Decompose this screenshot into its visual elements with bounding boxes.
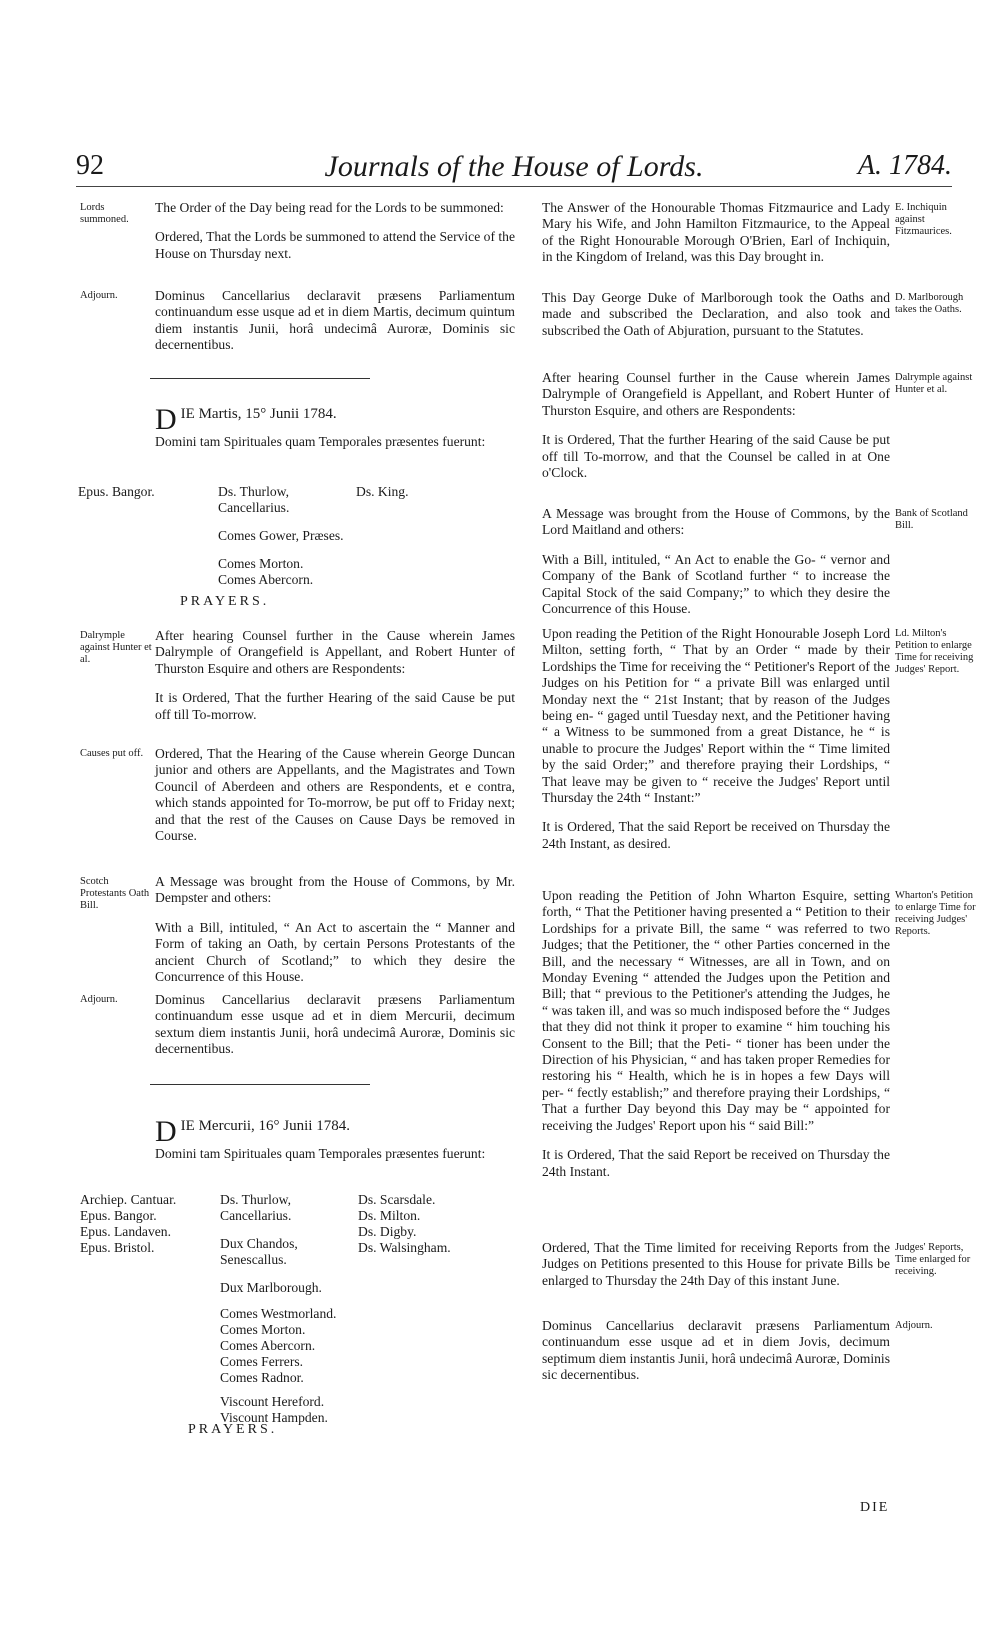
paragraph: A Message was brought from the House of Commons, by the Lord Maitland and others: bbox=[542, 506, 890, 538]
bishop-name: Archiep. Cantuar. bbox=[80, 1192, 177, 1207]
paragraph: After hearing Counsel further in the Cause wherein James Dalrymple of Orangefield is Appellant, and Robert Hunter of Thurston Esquire, and others are Respondents: bbox=[542, 370, 890, 418]
lord-name: Comes Abercorn. bbox=[218, 572, 314, 587]
paragraph: It is Ordered, That the said Report be received on Thursday the 24th Instant, as desired. bbox=[542, 819, 890, 851]
prayers-heading: PRAYERS. bbox=[180, 594, 270, 609]
bishops-list bbox=[80, 1192, 176, 1256]
right-block-8 bbox=[542, 1318, 890, 1397]
margin-note: Ld. Milton's Petition to enlarge Time for receiving Judges' Report. bbox=[895, 628, 974, 675]
lord-name: Comes Gower, Præses. bbox=[218, 528, 344, 543]
margin-note: Dalrymple against Hunter et al. bbox=[80, 630, 152, 665]
left-block-2 bbox=[155, 288, 515, 367]
left-block-6 bbox=[155, 992, 515, 1071]
lord-name: Ds. Digby. bbox=[358, 1224, 417, 1239]
left-block-1 bbox=[155, 200, 515, 275]
drop-cap: D bbox=[155, 1115, 177, 1148]
paragraph: Ordered, That the Lords be summoned to attend the Service of the House on Thursday next. bbox=[155, 229, 515, 261]
day-title: IE Martis, 15° Junii 1784. bbox=[180, 406, 337, 422]
page-number: 92 bbox=[76, 150, 104, 181]
margin-note: Bank of Scotland Bill. bbox=[895, 508, 968, 531]
margin-note: Adjourn. bbox=[895, 1320, 933, 1331]
lord-name: Viscount Hampden. bbox=[220, 1410, 328, 1425]
left-block-4 bbox=[155, 746, 515, 857]
section-rule bbox=[150, 1084, 370, 1085]
left-block-5 bbox=[155, 874, 515, 998]
drop-cap: D bbox=[155, 403, 177, 436]
paragraph: This Day George Duke of Marlborough took the Oaths and made and subscribed the Declaration, and also took and subscribed the Oath of Abjuration, pursuant to the Statutes. bbox=[542, 290, 890, 338]
paragraph: Dominus Cancellarius declaravit præsens Parliamentum continuandum esse usque ad et in diem Mercurii, decimum sextum diem instantis Junii, horâ undecimâ Auroræ, Dominis sic decernentibus. bbox=[155, 992, 515, 1057]
page-year: A. 1784. bbox=[857, 150, 952, 181]
lord-name: Ds. Thurlow, Cancellarius. bbox=[220, 1192, 292, 1223]
lord-name: Ds. Milton. bbox=[358, 1208, 421, 1223]
attendance-line: Domini tam Spirituales quam Temporales præsentes fuerunt: bbox=[155, 1146, 486, 1161]
lords-list-3 bbox=[358, 1192, 451, 1256]
day-heading-1 bbox=[155, 400, 515, 450]
paragraph: It is Ordered, That the further Hearing of the said Cause be put off till To-morrow, and that the Counsel be called in at One o'Clock. bbox=[542, 432, 890, 481]
lord-name: Comes Morton. bbox=[220, 1322, 306, 1337]
paragraph: With a Bill, intituled, “ An Act to enable the Go- “ vernor and Company of the Bank of Scotland further “ to increase the Capital Stock of the said Company;” to which they desire the Concurrence of this House. bbox=[542, 551, 890, 617]
attendance-line: Domini tam Spirituales quam Temporales præsentes fuerunt: bbox=[155, 434, 486, 449]
bishop-name: Epus. Bangor. bbox=[80, 1208, 157, 1223]
prayers-heading: PRAYERS. bbox=[188, 1422, 278, 1437]
lord-name: Comes Morton. bbox=[218, 556, 304, 571]
running-header bbox=[76, 150, 952, 190]
section-rule bbox=[150, 378, 370, 379]
day-heading-2 bbox=[155, 1112, 515, 1162]
paragraph: Upon reading the Petition of John Wharton Esquire, setting forth, “ That the Petitioner having presented a “ Petition to their Lordships for a private Bill, the same “ was referred to two Judges; that the Petitioner, the “ other Parties concerned in the Bill, and the necessary “ Witnesses, are all in Town, and on Monday Evening “ attended the Judges upon the Petition and Bill; that “ previous to the Petitioner's attending the Judges, he “ was taken ill, and was so much indisposed before the “ Judges that they did not think it proper to examine “ him touching his Consent to the Bill; that the Peti- “ tioner has been under the Direction of his Physician, “ and has taken proper Remedies for restoring his “ Health, which he is in hopes a few Days will per- “ fectly establish;” and therefore praying their Lordships, “ That a further Day beyond this Day may be “ appointed for receiving the Judges' Report upon his “ said Bill:” bbox=[542, 888, 890, 1133]
header-rule bbox=[76, 186, 952, 187]
page-title: Journals of the House of Lords. bbox=[324, 150, 704, 183]
paragraph: It is Ordered, That the further Hearing of the said Cause be put off till To-morrow. bbox=[155, 690, 515, 722]
right-block-5 bbox=[542, 626, 890, 865]
right-block-1 bbox=[542, 200, 890, 279]
lords-list-2 bbox=[220, 1192, 360, 1426]
bishop-name: Epus. Bangor. bbox=[78, 484, 155, 499]
margin-note: D. Marlborough takes the Oaths. bbox=[895, 292, 964, 315]
lord-name: Comes Radnor. bbox=[220, 1370, 304, 1385]
lord-name: Dux Chandos, Senescallus. bbox=[220, 1236, 298, 1267]
margin-note: Wharton's Petition to enlarge Time for receiving Judges' Reports. bbox=[895, 890, 976, 937]
left-block-3 bbox=[155, 628, 515, 736]
right-block-7 bbox=[542, 1240, 890, 1302]
lord-name: Ds. Thurlow, Cancellarius. bbox=[218, 484, 290, 515]
lord-name: Dux Marlborough. bbox=[220, 1280, 322, 1295]
paragraph: Dominus Cancellarius declaravit præsens Parliamentum continuandum esse usque ad et in diem Jovis, decimum septimum diem instantis Junii, horâ undecimâ Auroræ, Dominis sic decernentibus. bbox=[542, 1318, 890, 1383]
margin-note: Lords summoned. bbox=[80, 202, 129, 225]
paragraph: The Order of the Day being read for the Lords to be summoned: bbox=[155, 200, 504, 215]
paragraph: With a Bill, intituled, “ An Act to ascertain the “ Manner and Form of taking an Oath, by certain Persons Protestants of the ancient Church of Scotland;” to which they desire the Concurrence of this House. bbox=[155, 919, 515, 985]
margin-note: Dalrymple against Hunter et al. bbox=[895, 372, 973, 395]
paragraph: It is Ordered, That the said Report be received on Thursday the 24th Instant. bbox=[542, 1147, 890, 1179]
lord-name: Ds. Walsingham. bbox=[358, 1240, 451, 1255]
paragraph: After hearing Counsel further in the Cause wherein James Dalrymple of Orangefield is Appellant, and Robert Hunter of Thurston Esquire and others are Respondents: bbox=[155, 628, 515, 676]
margin-note: Adjourn. bbox=[80, 994, 118, 1005]
paragraph: A Message was brought from the House of Commons, by Mr. Dempster and others: bbox=[155, 874, 515, 906]
margin-note: Adjourn. bbox=[80, 290, 118, 301]
paragraph: The Answer of the Honourable Thomas Fitzmaurice and Lady Mary his Wife, and John Hamilton Fitzmaurice, to the Appeal of the Right Honourable Morough O'Brien, Earl of Inchiquin, in the Kingdom of Ireland, was this Day brought in. bbox=[542, 200, 890, 265]
lord-name: Comes Ferrers. bbox=[220, 1354, 304, 1369]
paragraph: Dominus Cancellarius declaravit præsens Parliamentum continuandum esse usque ad et in diem Martis, decimum quintum diem instantis Junii, horâ undecimâ Auroræ, Dominis sic decernentibus. bbox=[155, 288, 515, 353]
right-block-6 bbox=[542, 888, 890, 1193]
catchword: DIE bbox=[860, 1500, 890, 1515]
lord-name: Ds. King. bbox=[356, 484, 409, 499]
day-title: IE Mercurii, 16° Junii 1784. bbox=[180, 1118, 350, 1134]
lord-name: Comes Abercorn. bbox=[220, 1338, 316, 1353]
right-block-4 bbox=[542, 506, 890, 630]
paragraph: Upon reading the Petition of the Right Honourable Joseph Lord Milton, setting forth, “ That by an Order “ made by their Lordships the Time for receiving the “ Petitioner's Report of the Judges on his Petition for “ a private Bill was enlarged until Monday next the “ 21st Instant; that by reason of the Judges being en- “ gaged until Tuesday next, and the Petitioner having “ a Witness to be summoned from a great Distance, he “ is unable to procure the Judges' Report within the “ Time limited by the said Order;” and therefore praying their Lordships, “ That leave may be given to “ receive the Judges' Report until Thursday the 24th “ Instant:” bbox=[542, 626, 890, 806]
right-block-2 bbox=[542, 290, 890, 352]
bishop-name: Epus. Landaven. bbox=[80, 1224, 171, 1239]
margin-note: E. Inchiquin against Fitzmaurices. bbox=[895, 202, 952, 237]
margin-note: Causes put off. bbox=[80, 748, 144, 759]
right-block-3 bbox=[542, 370, 890, 494]
lord-name: Ds. Scarsdale. bbox=[358, 1192, 436, 1207]
margin-note: Scotch Protestants Oath Bill. bbox=[80, 876, 150, 911]
paragraph: Ordered, That the Hearing of the Cause wherein George Duncan junior and others are Appellants, and the Magistrates and Town Council of Aberdeen and others are Respondents, et e contra, which stands appointed for To-morrow, be put off to Friday next; and that the rest of the Causes on Cause Days be removed in Course. bbox=[155, 746, 515, 844]
lord-name: Comes Westmorland. bbox=[220, 1306, 337, 1321]
lords-list-1 bbox=[218, 484, 358, 588]
paragraph: Ordered, That the Time limited for receiving Reports from the Judges on Petitions presented to this House for private Bills be enlarged to Thursday the 24th Day of this instant June. bbox=[542, 1240, 890, 1288]
lord-name: Viscount Hereford. bbox=[220, 1394, 325, 1409]
bishop-name: Epus. Bristol. bbox=[80, 1240, 155, 1255]
margin-note: Judges' Reports, Time enlarged for receiving. bbox=[895, 1242, 971, 1277]
